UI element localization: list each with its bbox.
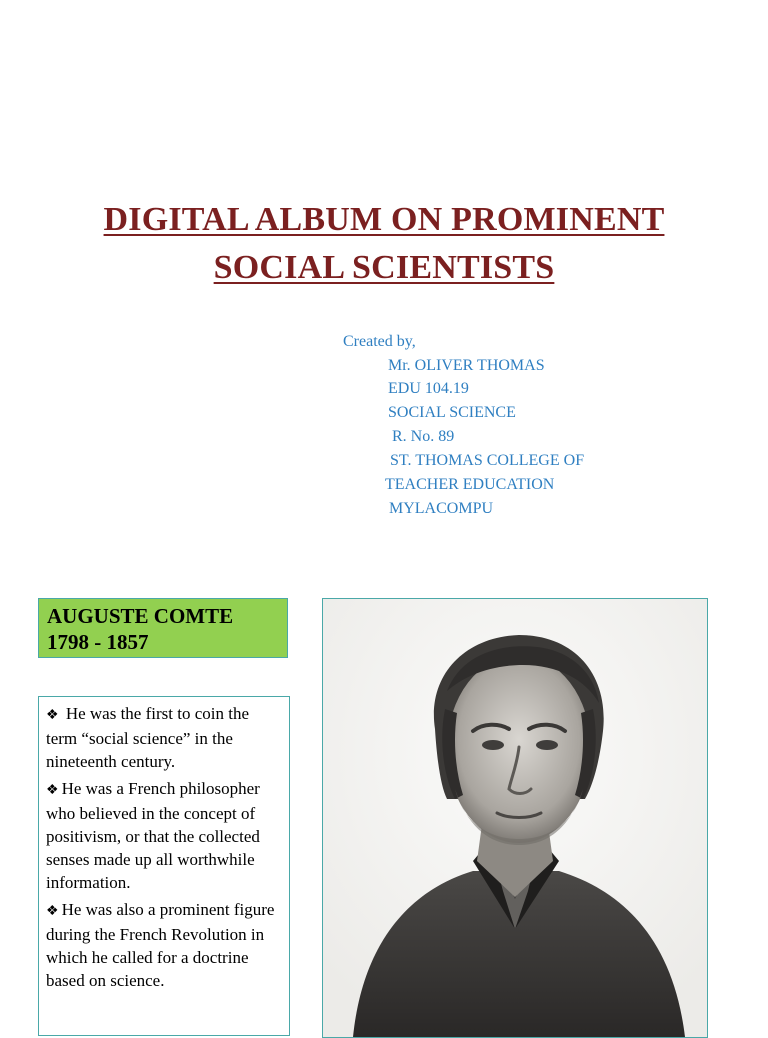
fact-item: ❖ He was also a prominent figure during the French Revolution in which he called for a doctrine based on science. (46, 900, 275, 990)
subject-name: SOCIAL SCIENCE (388, 404, 516, 421)
scientist-name: AUGUSTE COMTE (47, 604, 234, 628)
roll-number: R. No. 89 (392, 428, 455, 445)
title-line-2: SOCIAL SCIENTISTS (213, 249, 555, 286)
college-line-2: TEACHER EDUCATION (385, 476, 555, 493)
scientist-years: 1798 - 1857 (47, 630, 149, 654)
scientist-name-box (38, 598, 288, 658)
portrait-illustration (323, 599, 707, 1037)
diamond-bullet-icon: ❖ (46, 783, 59, 798)
course-code: EDU 104.19 (388, 380, 469, 397)
album-title (0, 196, 768, 292)
created-by-label: Created by, (343, 333, 416, 350)
college-line-1: ST. THOMAS COLLEGE OF (390, 452, 585, 469)
portrait-photo (322, 598, 708, 1038)
fact-item: ❖ He was a French philosopher who believed in the concept of positivism, or that the collected senses made up all worthwhile information. (46, 779, 260, 892)
diamond-bullet-icon: ❖ (46, 904, 59, 919)
fact-item: ❖ He was the first to coin the term “social science” in the nineteenth century. (46, 704, 249, 771)
diamond-bullet-icon: ❖ (46, 708, 59, 723)
title-line-1: DIGITAL ALBUM ON PROMINENT (103, 201, 665, 238)
scientist-facts-box (38, 696, 290, 1036)
author-name: Mr. OLIVER THOMAS (388, 357, 545, 374)
college-place: MYLACOMPU (389, 500, 494, 517)
